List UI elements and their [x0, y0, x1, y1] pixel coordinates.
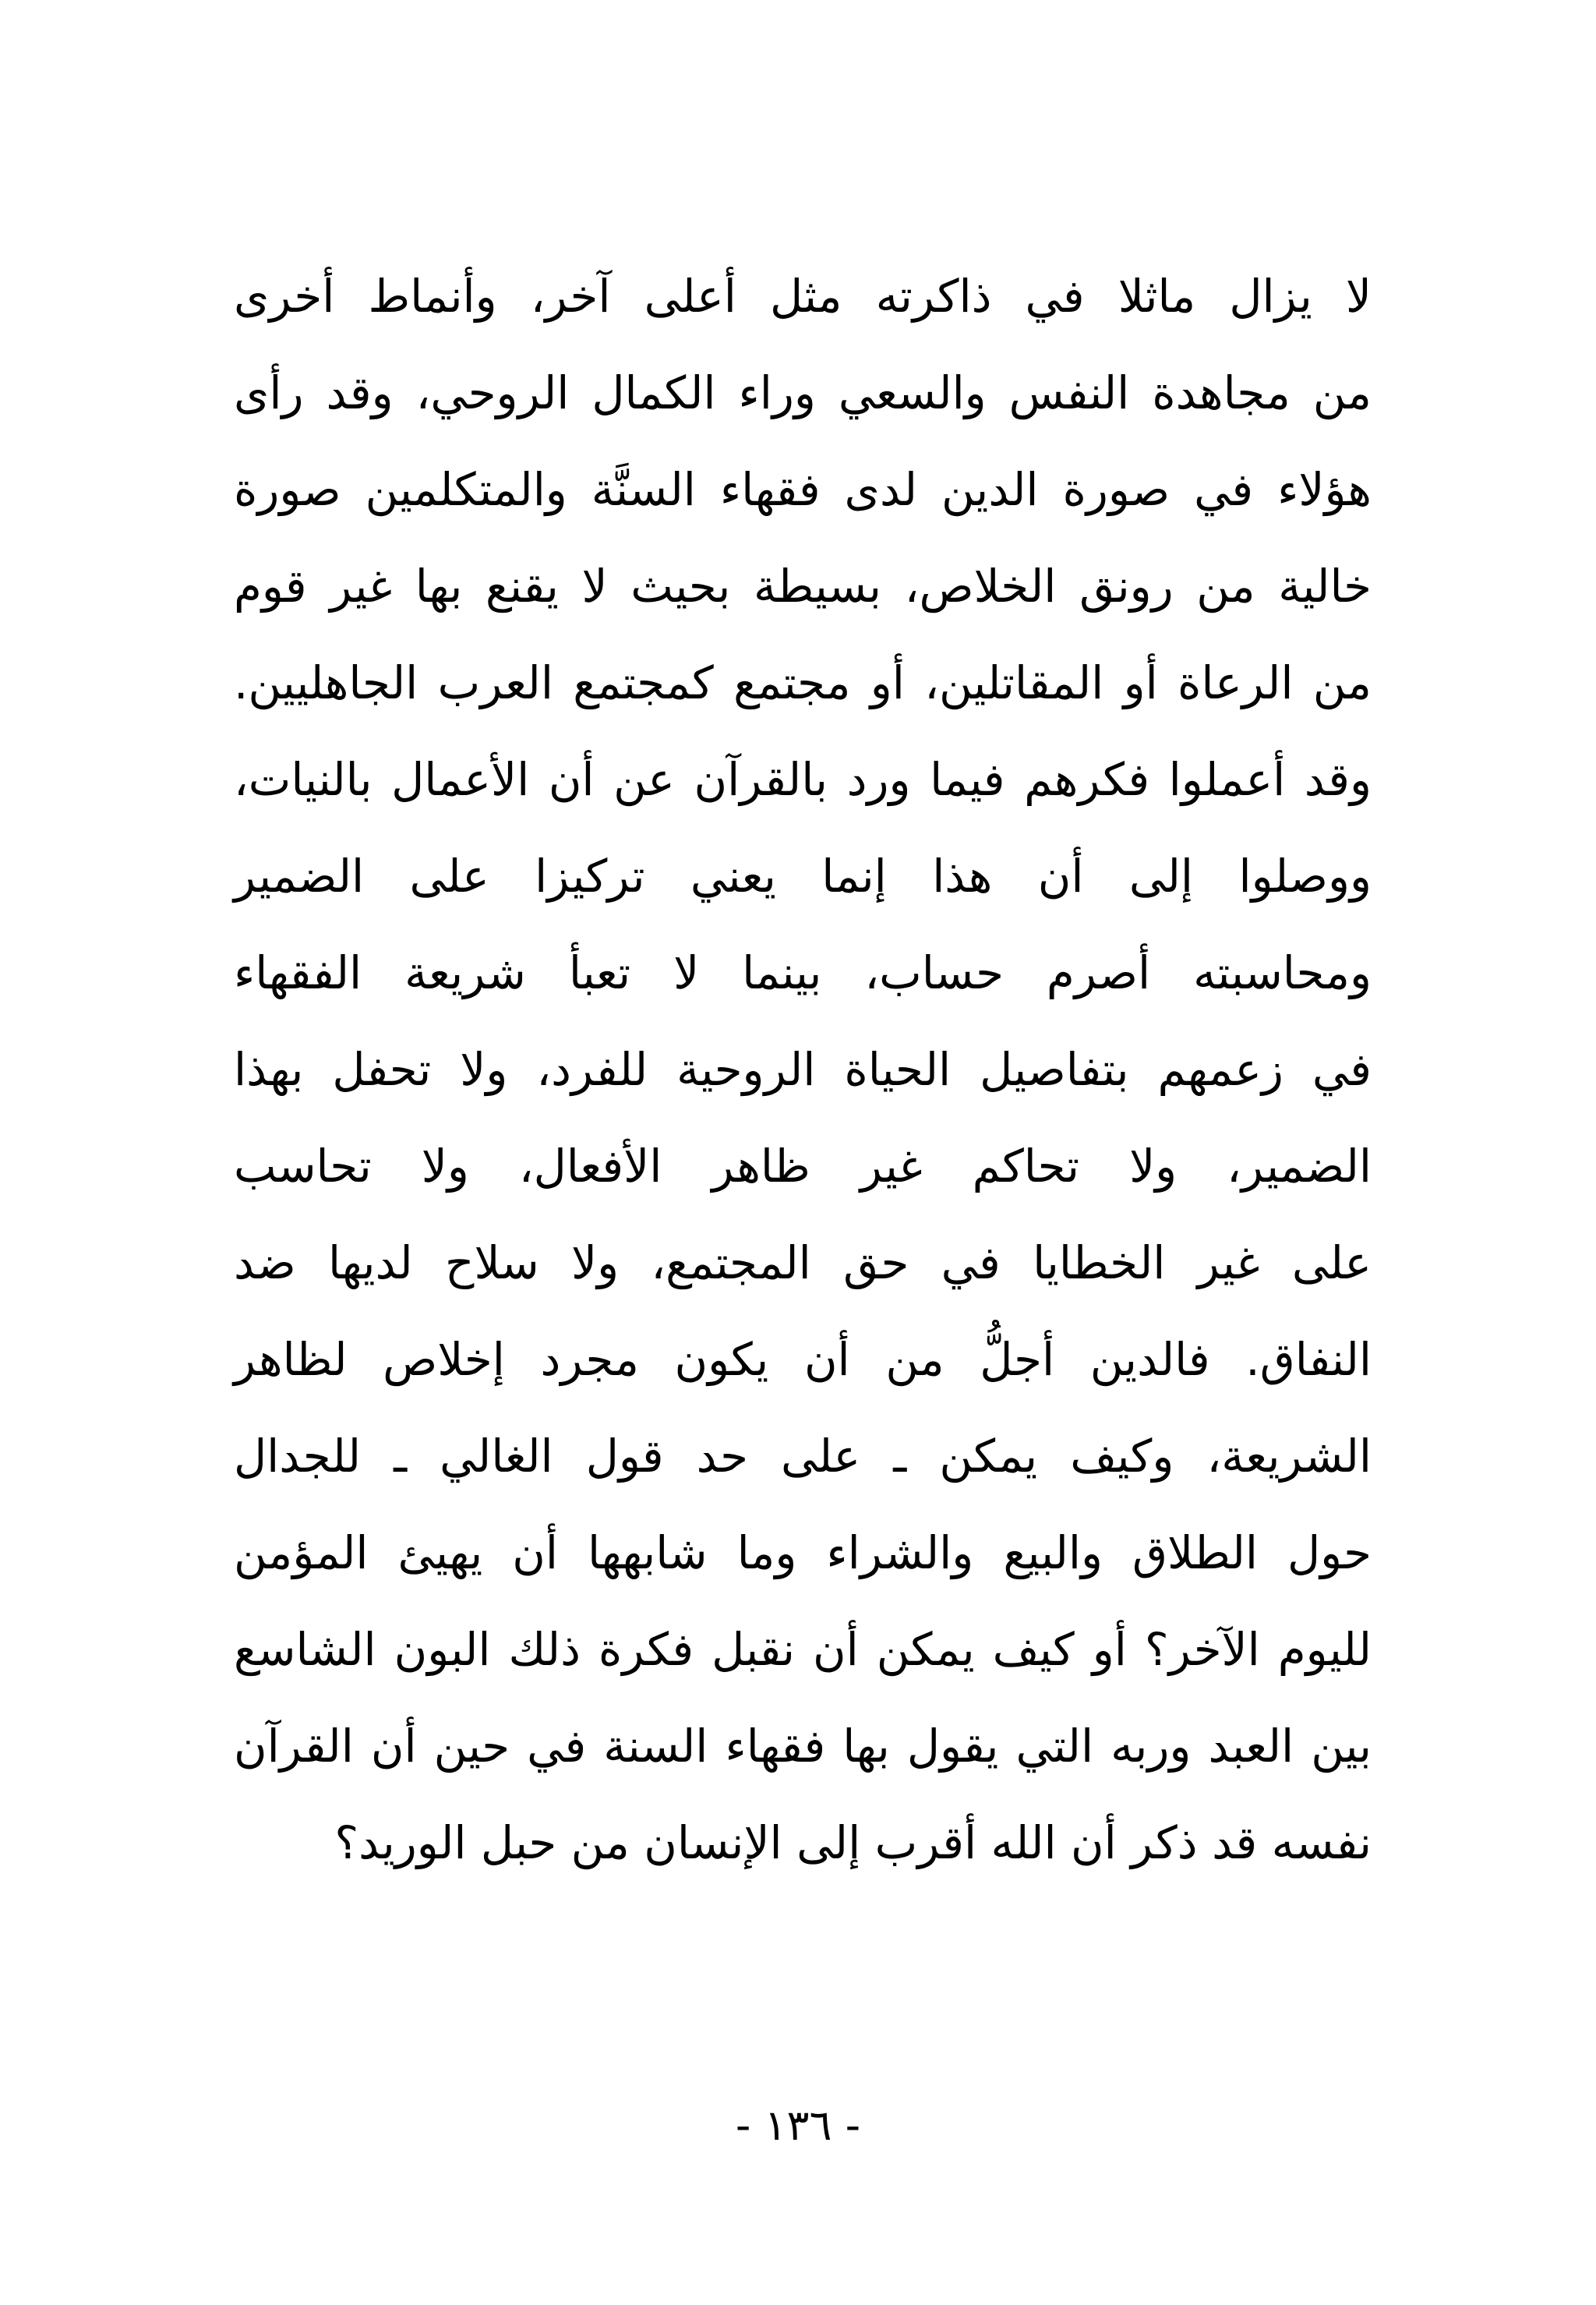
- text-line-11: على غير الخطايا في حق المجتمع، ولا سلاح لديها ضد: [234, 1236, 1372, 1289]
- text-line-7: ووصلوا إلى أن هذا إنما يعني تركيزا على الضمير: [234, 850, 1372, 903]
- text-line-13: الشريعة، وكيف يمكن ـ على حد قول الغالي ـ للجدال: [234, 1430, 1372, 1483]
- text-line-3: هؤلاء في صورة الدين لدى فقهاء السنَّة والمتكلمين صورة: [234, 463, 1372, 516]
- text-line-10: الضمير، ولا تحاكم غير ظاهر الأفعال، ولا تحاسب: [234, 1140, 1372, 1193]
- text-line-5: من الرعاة أو المقاتلين، أو مجتمع كمجتمع العرب الجاهليين.: [234, 656, 1372, 709]
- text-line-16: بين العبد وربه التي يقول بها فقهاء السنة في حين أن القرآن: [234, 1720, 1372, 1773]
- text-line-6: وقد أعملوا فكرهم فيما ورد بالقرآن عن أن الأعمال بالنيات،: [234, 753, 1372, 806]
- text-line-9: في زعمهم بتفاصيل الحياة الروحية للفرد، ولا تحفل بهذا: [234, 1043, 1372, 1096]
- text-line-8: ومحاسبته أصرم حساب، بينما لا تعبأ شريعة الفقهاء: [234, 946, 1372, 999]
- text-line-2: من مجاهدة النفس والسعي وراء الكمال الروحي، وقد رأى: [234, 366, 1372, 419]
- text-line-4: خالية من رونق الخلاص، بسيطة بحيث لا يقنع بها غير قوم: [234, 560, 1372, 613]
- text-line-1: لا يزال ماثلا في ذاكرته مثل أعلى آخر، وأنماط أخرى: [234, 270, 1372, 323]
- body-text: [234, 248, 1372, 1891]
- text-line-15: لليوم الآخر؟ أو كيف يمكن أن نقبل فكرة ذلك البون الشاسع: [234, 1623, 1372, 1676]
- text-line-12: النفاق. فالدين أجلُّ من أن يكون مجرد إخلاص لظاهر: [234, 1333, 1372, 1386]
- text-line-14: حول الطلاق والبيع والشراء وما شابهها أن يهيئ المؤمن: [234, 1526, 1372, 1579]
- page-number: - ١٣٦ -: [735, 2101, 861, 2150]
- text-line-17: نفسه قد ذكر أن الله أقرب إلى الإنسان من حبل الوريد؟: [334, 1816, 1372, 1869]
